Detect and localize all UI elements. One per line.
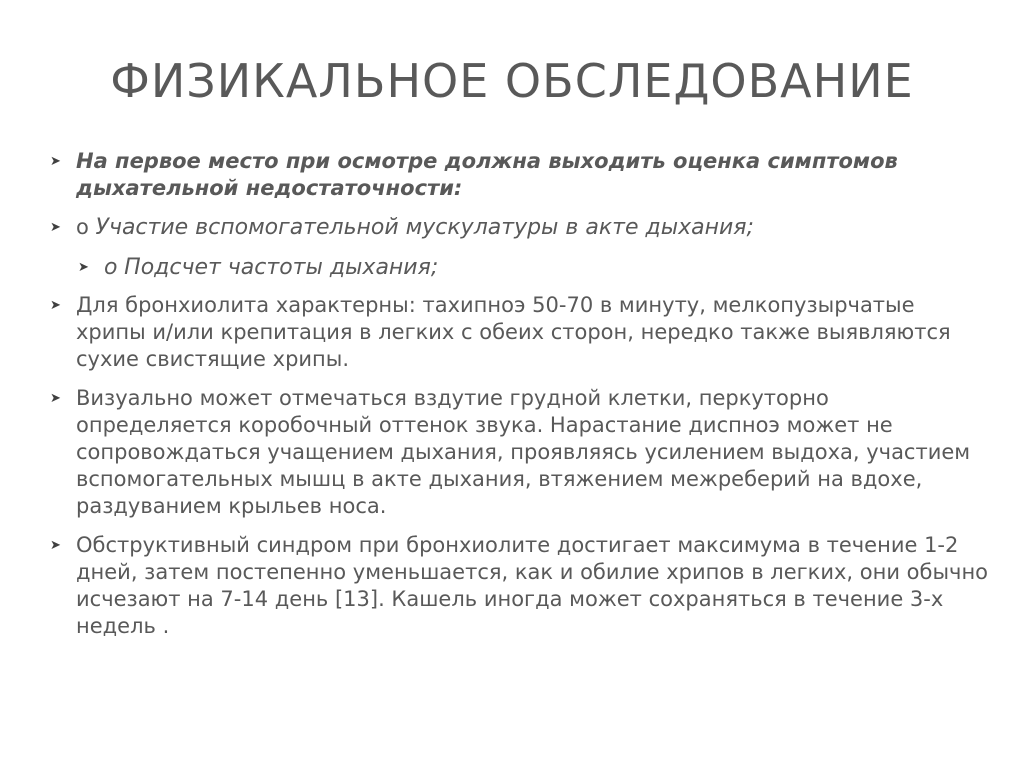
arrowhead-bullet-icon: ➤ [50, 391, 61, 406]
bullet-item [50, 532, 990, 640]
bullet-text: Для бронхиолита характерны: тахипноэ 50-70 в минуту, мелкопузырчатые хрипы и/или крепитация в легких с обеих сторон, нередко также выявляются сухие свистящие хрипы. [76, 293, 951, 371]
sub-marker: o [104, 255, 118, 280]
sub-marker: o [76, 215, 89, 239]
slide-title: ФИЗИКАЛЬНОЕ ОБСЛЕДОВАНИЕ [110, 54, 914, 108]
arrowhead-bullet-icon: ➤ [50, 538, 61, 553]
bullet-item [78, 254, 1018, 281]
bullet-text-wrap [76, 214, 990, 241]
bullet-text: Визуально может отмечаться вздутие грудной клетки, перкуторно определяется коробочный оттенок звука. Нарастание диспноэ может не сопровождаться учащением дыхания, проявляясь усилением выдоха, участием вспомогательных мышц в акте дыхания, втяжением межреберий на вдохе, раздуванием крыльев носа. [76, 386, 971, 518]
arrowhead-bullet-icon: ➤ [50, 298, 61, 313]
arrowhead-bullet-icon: ➤ [78, 260, 89, 275]
bullet-item [50, 292, 990, 373]
bullet-text: Обструктивный синдром при бронхиолите достигает максимума в течение 1-2 дней, затем постепенно уменьшается, как и обилие хрипов в легких, они обычно исчезают на 7-14 день [13]. Кашель иногда может сохраняться в течение 3-х недель . [76, 533, 989, 638]
bullet-item [50, 148, 990, 202]
arrowhead-bullet-icon: ➤ [50, 154, 61, 169]
bullet-item [50, 385, 990, 520]
bullet-text: Подсчет частоты дыхания; [124, 255, 439, 280]
arrowhead-bullet-icon: ➤ [50, 220, 61, 235]
bullet-text: Участие вспомогательной мускулатуры в акте дыхания; [95, 215, 754, 240]
bullet-item [50, 214, 990, 241]
bullet-text: На первое место при осмотре должна выходить оценка симптомов дыхательной недостаточности: [76, 149, 898, 200]
bullet-text-wrap [104, 254, 1018, 281]
